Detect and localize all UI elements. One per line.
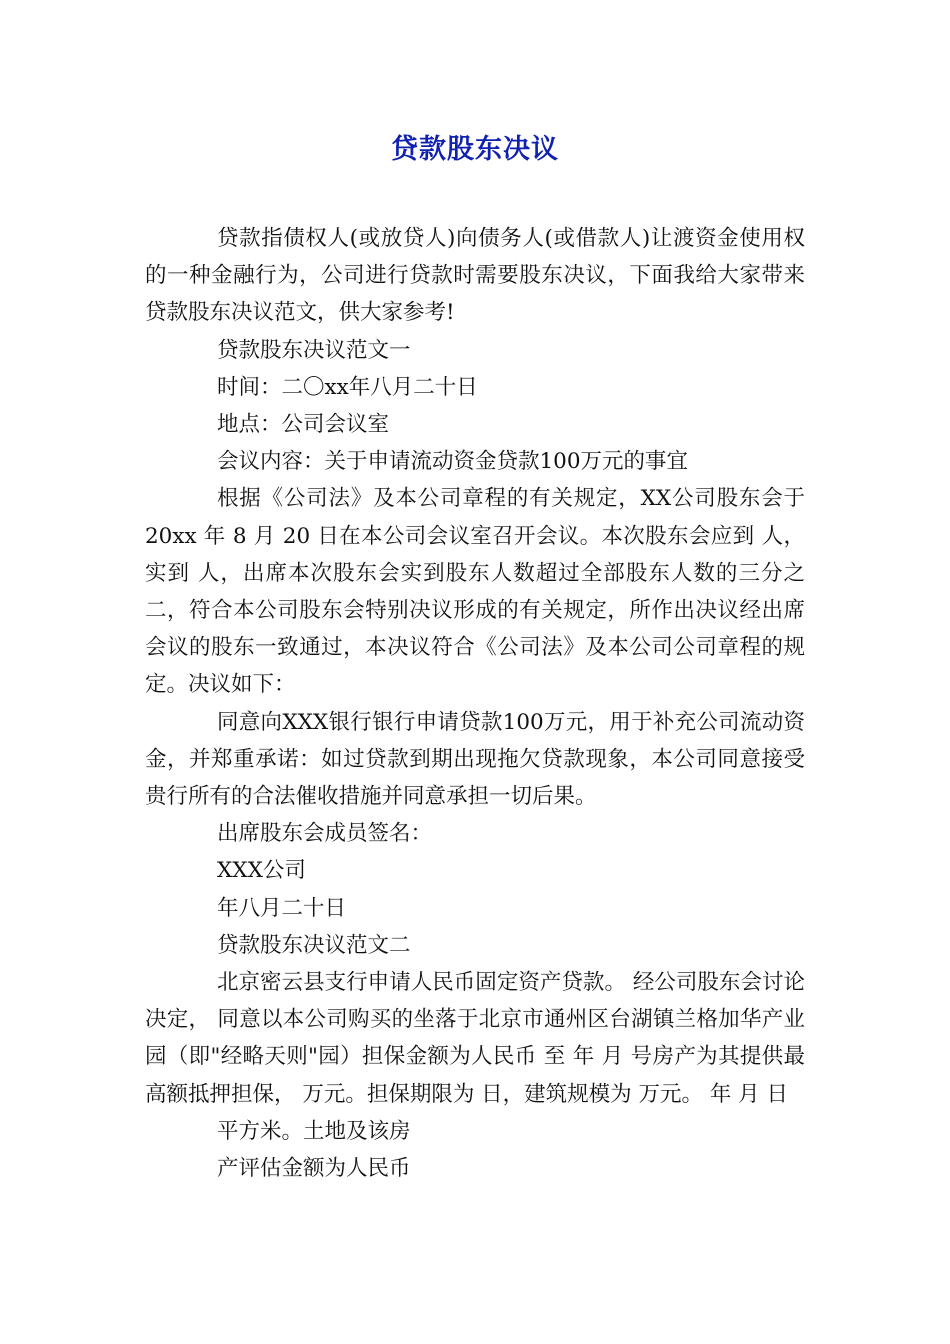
paragraph-sample-one-heading: 贷款股东决议范文一 xyxy=(217,337,411,363)
paragraph-location: 地点：公司会议室 xyxy=(217,412,390,438)
paragraph-time: 时间：二〇xx年八月二十日 xyxy=(217,374,478,400)
paragraph-resolution-basis: 根据《公司法》及本公司章程的有关规定，XX公司股东会于 20xx 年 8 月 20 日在本公司会议室召开会议。本次股东会应到 人，实到 人，出席本次股东会实到股东人数超过全部股东人数的三分之二，符合本公司股东会特别决议形成的有关规定，所作出决议经出席会议的股东一致通过，本决议符合《公司法》及本公司公司章程的规定。决议如下： xyxy=(145,486,805,698)
paragraph-company: XXX公司 xyxy=(217,858,306,884)
document-title: 贷款股东决议 xyxy=(391,134,559,165)
paragraph-intro: 贷款指债权人(或放贷人)向债务人(或借款人)让渡资金使用权的一种金融行为，公司进行贷款时需要股东决议，下面我给大家带来贷款股东决议范文，供大家参考! xyxy=(145,226,805,326)
paragraph-valuation: 产评估金额为人民币 xyxy=(217,1156,411,1182)
paragraph-meeting-content: 会议内容：关于申请流动资金贷款100万元的事宜 xyxy=(217,449,689,475)
paragraph-sample-two-body: 北京密云县支行申请人民币固定资产贷款。 经公司股东会讨论决定， 同意以本公司购买的坐落于北京市通州区台湖镇兰格加华产业园（即"经略天则"园）担保金额为人民币 至 年 月 号房产为其提供最高额抵押担保， 万元。担保期限为 日，建筑规模为 万元。 年 月 日 xyxy=(145,970,805,1107)
paragraph-signatures: 出席股东会成员签名： xyxy=(217,821,433,847)
document-body xyxy=(145,220,805,1187)
paragraph-sample-two-heading: 贷款股东决议范文二 xyxy=(217,932,411,958)
paragraph-date: 年八月二十日 xyxy=(217,895,347,921)
paragraph-area: 平方米。土地及该房 xyxy=(217,1118,411,1144)
paragraph-resolution-terms: 同意向XXX银行银行申请贷款100万元，用于补充公司流动资金，并郑重承诺：如过贷款到期出现拖欠贷款现象，本公司同意接受贵行所有的合法催收措施并同意承担一切后果。 xyxy=(145,709,805,810)
